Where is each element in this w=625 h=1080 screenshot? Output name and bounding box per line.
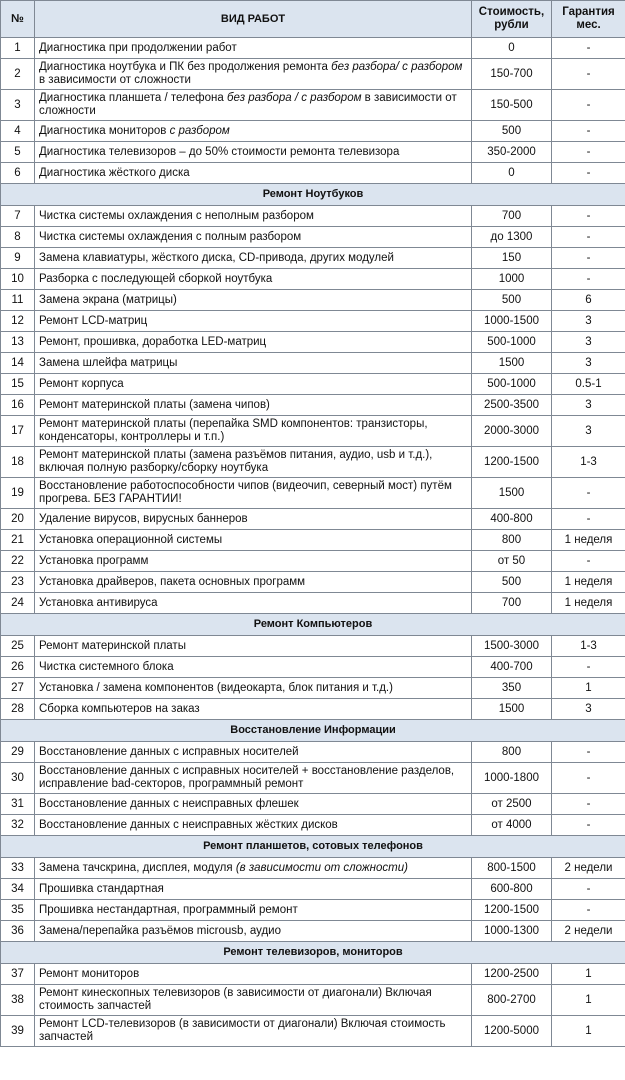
row-number: 15 bbox=[1, 374, 35, 395]
work-description bbox=[35, 763, 472, 794]
row-number: 30 bbox=[1, 763, 35, 794]
warranty-cell: - bbox=[552, 763, 625, 794]
price-cell: 2000-3000 bbox=[472, 416, 552, 447]
table-row bbox=[1, 90, 625, 121]
work-description bbox=[35, 59, 472, 90]
price-cell: до 1300 bbox=[472, 227, 552, 248]
table-row bbox=[1, 572, 625, 593]
price-cell: 1200-2500 bbox=[472, 964, 552, 985]
table-row bbox=[1, 1016, 625, 1047]
warranty-cell: 1-3 bbox=[552, 636, 625, 657]
table-header-row bbox=[1, 1, 625, 38]
work-description bbox=[35, 90, 472, 121]
row-number: 10 bbox=[1, 269, 35, 290]
warranty-cell: 1-3 bbox=[552, 447, 625, 478]
table-row bbox=[1, 374, 625, 395]
section-title: Восстановление Информации bbox=[1, 720, 625, 742]
work-description bbox=[35, 1016, 472, 1047]
table-row bbox=[1, 636, 625, 657]
work-text: Восстановление данных с исправных носителей bbox=[39, 745, 299, 758]
work-description bbox=[35, 416, 472, 447]
price-cell: от 4000 bbox=[472, 815, 552, 836]
work-description bbox=[35, 163, 472, 184]
row-number: 23 bbox=[1, 572, 35, 593]
work-description bbox=[35, 699, 472, 720]
work-text: Диагностика ноутбука и ПК без продолжения ремонта bbox=[39, 61, 332, 73]
header-work: ВИД РАБОТ bbox=[35, 1, 472, 38]
warranty-cell: - bbox=[552, 509, 625, 530]
row-number: 35 bbox=[1, 900, 35, 921]
work-description bbox=[35, 985, 472, 1016]
table-row bbox=[1, 858, 625, 879]
price-cell: 150 bbox=[472, 248, 552, 269]
table-row bbox=[1, 206, 625, 227]
table-row bbox=[1, 311, 625, 332]
header-warranty: Гарантия мес. bbox=[552, 1, 625, 38]
warranty-cell: 1 неделя bbox=[552, 530, 625, 551]
table-row bbox=[1, 794, 625, 815]
work-description bbox=[35, 374, 472, 395]
row-number: 13 bbox=[1, 332, 35, 353]
table-row bbox=[1, 416, 625, 447]
price-cell: 1500 bbox=[472, 699, 552, 720]
work-description bbox=[35, 290, 472, 311]
work-description bbox=[35, 858, 472, 879]
row-number: 9 bbox=[1, 248, 35, 269]
work-text: Ремонт, прошивка, доработка LED-матриц bbox=[39, 335, 267, 348]
warranty-cell: 0.5-1 bbox=[552, 374, 625, 395]
row-number: 6 bbox=[1, 163, 35, 184]
row-number: 33 bbox=[1, 858, 35, 879]
work-text: Прошивка нестандартная, программный ремонт bbox=[39, 903, 298, 916]
work-text: Замена шлейфа матрицы bbox=[39, 356, 178, 369]
work-text: Ремонт материнской платы (замена разъёмов питания, аудио, usb и т.д.), включая полную разборку/сборку ноутбука bbox=[39, 449, 433, 474]
work-text: Ремонт мониторов bbox=[39, 967, 140, 980]
warranty-cell: - bbox=[552, 879, 625, 900]
row-number: 20 bbox=[1, 509, 35, 530]
work-text: Чистка системы охлаждения с неполным разбором bbox=[39, 209, 314, 222]
price-cell: 800 bbox=[472, 742, 552, 763]
row-number: 27 bbox=[1, 678, 35, 699]
table-row bbox=[1, 678, 625, 699]
price-cell: 150-500 bbox=[472, 90, 552, 121]
table-row bbox=[1, 38, 625, 59]
table-row bbox=[1, 530, 625, 551]
work-description bbox=[35, 248, 472, 269]
price-cell: 500-1000 bbox=[472, 374, 552, 395]
warranty-cell: 1 неделя bbox=[552, 593, 625, 614]
price-cell: 500 bbox=[472, 121, 552, 142]
work-text: Замена клавиатуры, жёсткого диска, CD-привода, других модулей bbox=[39, 251, 394, 264]
work-description bbox=[35, 142, 472, 163]
work-text: в зависимости от сложности bbox=[39, 92, 457, 117]
row-number: 5 bbox=[1, 142, 35, 163]
work-text: Разборка с последующей сборкой ноутбука bbox=[39, 272, 273, 285]
work-description bbox=[35, 678, 472, 699]
price-cell: 1200-1500 bbox=[472, 447, 552, 478]
work-description bbox=[35, 593, 472, 614]
table-row bbox=[1, 478, 625, 509]
section-row bbox=[1, 720, 625, 742]
row-number: 17 bbox=[1, 416, 35, 447]
row-number: 31 bbox=[1, 794, 35, 815]
work-description bbox=[35, 227, 472, 248]
work-description bbox=[35, 447, 472, 478]
work-text: Диагностика при продолжении работ bbox=[39, 41, 237, 54]
table-row bbox=[1, 699, 625, 720]
row-number: 2 bbox=[1, 59, 35, 90]
section-row bbox=[1, 184, 625, 206]
price-cell: 400-800 bbox=[472, 509, 552, 530]
price-cell: 1000 bbox=[472, 269, 552, 290]
work-description bbox=[35, 121, 472, 142]
warranty-cell: 2 недели bbox=[552, 858, 625, 879]
price-cell: 700 bbox=[472, 593, 552, 614]
work-text: Установка / замена компонентов (видеокарта, блок питания и т.д.) bbox=[39, 681, 393, 694]
table-row bbox=[1, 59, 625, 90]
price-cell: 400-700 bbox=[472, 657, 552, 678]
row-number: 32 bbox=[1, 815, 35, 836]
work-text: Установка программ bbox=[39, 554, 149, 567]
work-description bbox=[35, 38, 472, 59]
work-text: Диагностика жёсткого диска bbox=[39, 166, 190, 179]
table-row bbox=[1, 509, 625, 530]
row-number: 21 bbox=[1, 530, 35, 551]
row-number: 36 bbox=[1, 921, 35, 942]
table-row bbox=[1, 593, 625, 614]
table-row bbox=[1, 290, 625, 311]
row-number: 38 bbox=[1, 985, 35, 1016]
work-description bbox=[35, 478, 472, 509]
work-description bbox=[35, 742, 472, 763]
work-text: Ремонт материнской платы (перепайка SMD компонентов: транзисторы, конденсаторы, контроллеры и т.п.) bbox=[39, 418, 428, 443]
warranty-cell: - bbox=[552, 206, 625, 227]
work-text: Ремонт материнской платы bbox=[39, 639, 186, 652]
work-description bbox=[35, 879, 472, 900]
table-row bbox=[1, 742, 625, 763]
work-text: без разбора/ с разбором bbox=[331, 61, 463, 73]
work-description bbox=[35, 551, 472, 572]
header-price: Стоимость, рубли bbox=[472, 1, 552, 38]
work-text: Ремонт LCD-матриц bbox=[39, 314, 148, 327]
row-number: 19 bbox=[1, 478, 35, 509]
work-text: Ремонт кинескопных телевизоров (в зависимости от диагонали) Включая стоимость запчастей bbox=[39, 987, 432, 1012]
warranty-cell: - bbox=[552, 900, 625, 921]
row-number: 14 bbox=[1, 353, 35, 374]
warranty-cell: - bbox=[552, 121, 625, 142]
row-number: 11 bbox=[1, 290, 35, 311]
row-number: 29 bbox=[1, 742, 35, 763]
work-description bbox=[35, 964, 472, 985]
work-text: Восстановление данных с неисправных жёстких дисков bbox=[39, 818, 338, 831]
work-text: Восстановление данных с исправных носителей + восстановление разделов, исправление bad-секторов, программный ремонт bbox=[39, 765, 455, 790]
work-description bbox=[35, 572, 472, 593]
work-text: Удаление вирусов, вирусных баннеров bbox=[39, 512, 248, 525]
warranty-cell: - bbox=[552, 742, 625, 763]
work-description bbox=[35, 794, 472, 815]
work-description bbox=[35, 530, 472, 551]
row-number: 37 bbox=[1, 964, 35, 985]
price-cell: 0 bbox=[472, 38, 552, 59]
work-text: Замена/перепайка разъёмов microusb, аудио bbox=[39, 924, 281, 937]
table-row bbox=[1, 353, 625, 374]
row-number: 24 bbox=[1, 593, 35, 614]
section-title: Ремонт планшетов, сотовых телефонов bbox=[1, 836, 625, 858]
table-row bbox=[1, 921, 625, 942]
table-row bbox=[1, 763, 625, 794]
work-text: Замена экрана (матрицы) bbox=[39, 293, 177, 306]
work-text: в зависимости от сложности bbox=[39, 74, 191, 86]
section-row bbox=[1, 942, 625, 964]
warranty-cell: - bbox=[552, 248, 625, 269]
row-number: 18 bbox=[1, 447, 35, 478]
table-row bbox=[1, 964, 625, 985]
work-description bbox=[35, 815, 472, 836]
price-cell: 500 bbox=[472, 290, 552, 311]
table-row bbox=[1, 447, 625, 478]
warranty-cell: 2 недели bbox=[552, 921, 625, 942]
warranty-cell: - bbox=[552, 478, 625, 509]
section-title: Ремонт телевизоров, мониторов bbox=[1, 942, 625, 964]
price-cell: 800-1500 bbox=[472, 858, 552, 879]
warranty-cell: - bbox=[552, 657, 625, 678]
work-description bbox=[35, 636, 472, 657]
row-number: 39 bbox=[1, 1016, 35, 1047]
work-description bbox=[35, 332, 472, 353]
price-cell: 2500-3500 bbox=[472, 395, 552, 416]
row-number: 7 bbox=[1, 206, 35, 227]
work-text: Восстановление данных с неисправных флешек bbox=[39, 797, 299, 810]
price-cell: 1200-1500 bbox=[472, 900, 552, 921]
warranty-cell: - bbox=[552, 227, 625, 248]
warranty-cell: - bbox=[552, 163, 625, 184]
warranty-cell: - bbox=[552, 38, 625, 59]
work-text: Чистка системы охлаждения с полным разбором bbox=[39, 230, 302, 243]
price-cell: 500-1000 bbox=[472, 332, 552, 353]
warranty-cell: 6 bbox=[552, 290, 625, 311]
price-cell: 1000-1300 bbox=[472, 921, 552, 942]
table-row bbox=[1, 332, 625, 353]
header-num: № bbox=[1, 1, 35, 38]
row-number: 1 bbox=[1, 38, 35, 59]
warranty-cell: 3 bbox=[552, 699, 625, 720]
warranty-cell: 3 bbox=[552, 353, 625, 374]
warranty-cell: 1 неделя bbox=[552, 572, 625, 593]
price-cell: 1500-3000 bbox=[472, 636, 552, 657]
work-description bbox=[35, 900, 472, 921]
section-row bbox=[1, 614, 625, 636]
warranty-cell: 1 bbox=[552, 1016, 625, 1047]
warranty-cell: - bbox=[552, 90, 625, 121]
row-number: 28 bbox=[1, 699, 35, 720]
table-row bbox=[1, 248, 625, 269]
price-cell: 800-2700 bbox=[472, 985, 552, 1016]
warranty-cell: - bbox=[552, 794, 625, 815]
price-cell: 1500 bbox=[472, 478, 552, 509]
work-description bbox=[35, 921, 472, 942]
price-cell: 0 bbox=[472, 163, 552, 184]
table-row bbox=[1, 227, 625, 248]
price-cell: 1500 bbox=[472, 353, 552, 374]
work-description bbox=[35, 311, 472, 332]
work-text: Диагностика планшета / телефона bbox=[39, 92, 227, 104]
work-text: Чистка системного блока bbox=[39, 660, 174, 673]
section-title: Ремонт Компьютеров bbox=[1, 614, 625, 636]
work-text: Восстановление работоспособности чипов (видеочип, северный мост) путём прогрева. БЕЗ ГАРАНТИИ! bbox=[39, 480, 452, 505]
work-description bbox=[35, 353, 472, 374]
table-body bbox=[1, 38, 625, 1047]
work-text: с разбором bbox=[169, 124, 230, 137]
warranty-cell: - bbox=[552, 59, 625, 90]
work-text: Замена тачскрина, дисплея, модуля bbox=[39, 861, 236, 874]
table-row bbox=[1, 142, 625, 163]
table-row bbox=[1, 900, 625, 921]
warranty-cell: 3 bbox=[552, 416, 625, 447]
price-cell: 1000-1500 bbox=[472, 311, 552, 332]
price-cell: от 50 bbox=[472, 551, 552, 572]
row-number: 12 bbox=[1, 311, 35, 332]
warranty-cell: - bbox=[552, 815, 625, 836]
row-number: 34 bbox=[1, 879, 35, 900]
price-cell: от 2500 bbox=[472, 794, 552, 815]
table-row bbox=[1, 121, 625, 142]
table-row bbox=[1, 815, 625, 836]
work-text: Диагностика телевизоров – до 50% стоимости ремонта телевизора bbox=[39, 145, 400, 158]
work-text: Прошивка стандартная bbox=[39, 882, 164, 895]
price-cell: 800 bbox=[472, 530, 552, 551]
price-cell: 600-800 bbox=[472, 879, 552, 900]
work-text: Диагностика мониторов bbox=[39, 124, 170, 137]
work-text: Сборка компьютеров на заказ bbox=[39, 702, 200, 715]
price-cell: 350 bbox=[472, 678, 552, 699]
warranty-cell: 1 bbox=[552, 964, 625, 985]
table-row bbox=[1, 879, 625, 900]
warranty-cell: 1 bbox=[552, 678, 625, 699]
work-description bbox=[35, 395, 472, 416]
row-number: 4 bbox=[1, 121, 35, 142]
work-description bbox=[35, 269, 472, 290]
warranty-cell: - bbox=[552, 142, 625, 163]
warranty-cell: 3 bbox=[552, 395, 625, 416]
work-text: Ремонт материнской платы (замена чипов) bbox=[39, 398, 270, 411]
work-text: Ремонт корпуса bbox=[39, 377, 124, 390]
price-cell: 500 bbox=[472, 572, 552, 593]
table-row bbox=[1, 395, 625, 416]
work-text: Ремонт LCD-телевизоров (в зависимости от диагонали) Включая стоимость запчастей bbox=[39, 1018, 446, 1043]
work-text: без разбора / с разбором bbox=[226, 92, 362, 104]
price-cell: 700 bbox=[472, 206, 552, 227]
work-description bbox=[35, 206, 472, 227]
work-text: Установка операционной системы bbox=[39, 533, 223, 546]
table-row bbox=[1, 269, 625, 290]
work-description bbox=[35, 657, 472, 678]
table-row bbox=[1, 657, 625, 678]
section-title: Ремонт Ноутбуков bbox=[1, 184, 625, 206]
price-cell: 150-700 bbox=[472, 59, 552, 90]
section-row bbox=[1, 836, 625, 858]
work-text: Установка драйверов, пакета основных программ bbox=[39, 575, 306, 588]
row-number: 22 bbox=[1, 551, 35, 572]
work-text: (в зависимости от сложности) bbox=[235, 861, 408, 874]
work-text: Установка антивируса bbox=[39, 596, 158, 609]
warranty-cell: 3 bbox=[552, 311, 625, 332]
row-number: 26 bbox=[1, 657, 35, 678]
warranty-cell: - bbox=[552, 269, 625, 290]
row-number: 8 bbox=[1, 227, 35, 248]
table-row bbox=[1, 551, 625, 572]
row-number: 25 bbox=[1, 636, 35, 657]
price-cell: 1000-1800 bbox=[472, 763, 552, 794]
warranty-cell: 3 bbox=[552, 332, 625, 353]
price-cell: 350-2000 bbox=[472, 142, 552, 163]
warranty-cell: 1 bbox=[552, 985, 625, 1016]
work-description bbox=[35, 509, 472, 530]
price-cell: 1200-5000 bbox=[472, 1016, 552, 1047]
row-number: 16 bbox=[1, 395, 35, 416]
warranty-cell: - bbox=[552, 551, 625, 572]
row-number: 3 bbox=[1, 90, 35, 121]
table-row bbox=[1, 985, 625, 1016]
table-row bbox=[1, 163, 625, 184]
